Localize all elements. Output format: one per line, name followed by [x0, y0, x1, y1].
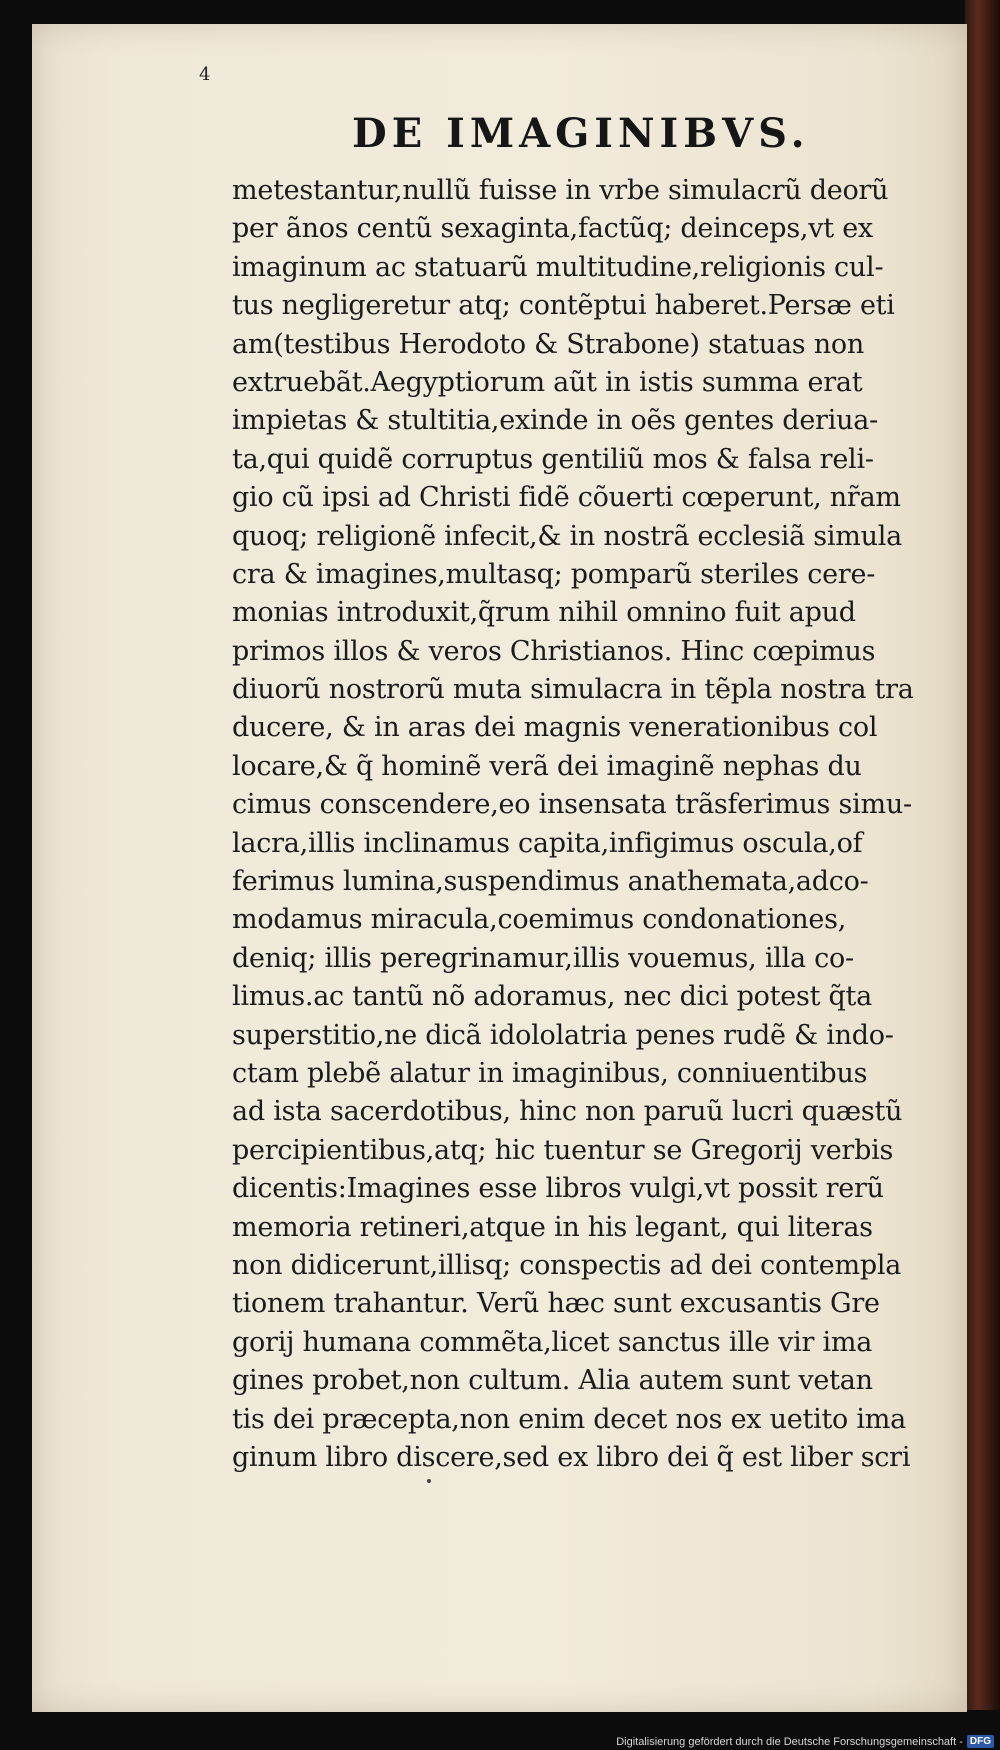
- text-block: [232, 172, 1000, 1477]
- text-line: diuorũ nostrorũ muta simulacra in tẽpla nostra tra: [232, 674, 914, 706]
- text-line: ducere, & in aras dei magnis venerationibus col: [232, 712, 878, 744]
- text-line: gio cũ ipsi ad Christi fidẽ cõuerti cœperunt, nr̃am: [232, 482, 901, 514]
- text-line: imaginum ac statuarũ multitudine,religionis cul-: [232, 251, 884, 283]
- running-head: DE IMAGINIBVS.: [352, 110, 810, 157]
- text-line: deniq; illis peregrinamur,illis vouemus, illa co-: [232, 942, 854, 974]
- text-line: ta,qui quidẽ corruptus gentiliũ mos & falsa reli-: [232, 443, 874, 475]
- text-line: percipientibus,atq; hic tuentur se Gregorij verbis: [232, 1134, 894, 1166]
- text-line: impietas & stultitia,exinde in oẽs gentes deriua-: [232, 405, 878, 437]
- text-line: modamus miracula,coemimus condonationes,: [232, 904, 847, 936]
- ink-speck: [427, 1479, 431, 1483]
- text-line: gines probet,non cultum. Alia autem sunt vetan: [232, 1365, 873, 1397]
- text-line: ginum libro discere,sed ex libro dei q̃ est liber scri: [232, 1441, 911, 1473]
- text-line: ferimus lumina,suspendimus anathemata,adco-: [232, 866, 869, 898]
- text-line: ad ista sacerdotibus, hinc non paruũ lucri quæstũ: [232, 1096, 903, 1128]
- text-line: limus.ac tantũ nõ adoramus, nec dici potest q̃ta: [232, 981, 873, 1013]
- text-line: cra & imagines,multasq; pomparũ steriles cere-: [232, 558, 876, 590]
- book-page: [32, 24, 967, 1712]
- text-line: dicentis:Imagines esse libros vulgi,vt possit rerũ: [232, 1173, 884, 1205]
- text-line: primos illos & veros Christianos. Hinc cœpimus: [232, 635, 876, 667]
- text-line: monias introduxit,q̃rum nihil omnino fuit apud: [232, 597, 856, 629]
- credit-text: Digitalisierung gefördert durch die Deutsche Forschungsgemeinschaft -: [616, 1735, 963, 1748]
- text-line: tis dei præcepta,non enim decet nos ex uetito ima: [232, 1403, 906, 1435]
- text-line: gorij humana commẽta,licet sanctus ille vir ima: [232, 1326, 873, 1358]
- digitization-credit: [616, 1735, 994, 1748]
- text-line: tionem trahantur. Verũ hæc sunt excusantis Gre: [232, 1288, 880, 1320]
- text-line: cimus conscendere,eo insensata trãsferimus simu-: [232, 789, 912, 821]
- text-line: tus negligeretur atq; contẽptui haberet.Persæ eti: [232, 290, 895, 322]
- text-line: quoq; religionẽ infecit,& in nostrã ecclesiã simula: [232, 520, 902, 552]
- dfg-logo-icon: DFG: [967, 1735, 994, 1748]
- page-number: 4: [199, 64, 211, 85]
- text-line: extruebãt.Aegyptiorum aũt in istis summa erat: [232, 366, 863, 398]
- text-line: ctam plebẽ alatur in imaginibus, conniuentibus: [232, 1057, 868, 1089]
- text-line: locare,& q̃ hominẽ verã dei imaginẽ nephas du: [232, 750, 862, 782]
- text-line: memoria retineri,atque in his legant, qui literas: [232, 1211, 873, 1243]
- text-line: am(testibus Herodoto & Strabone) statuas non: [232, 328, 865, 360]
- text-line: lacra,illis inclinamus capita,infigimus oscula,of: [232, 827, 863, 859]
- text-line: per ãnos centũ sexaginta,factũq; deinceps,vt ex: [232, 213, 873, 245]
- text-line: superstitio,ne dicã idololatria penes rudẽ & indo-: [232, 1019, 894, 1051]
- text-line: metestantur,nullũ fuisse in vrbe simulacrũ deorũ: [232, 175, 889, 206]
- text-line: non didicerunt,illisq; conspectis ad dei contempla: [232, 1249, 902, 1281]
